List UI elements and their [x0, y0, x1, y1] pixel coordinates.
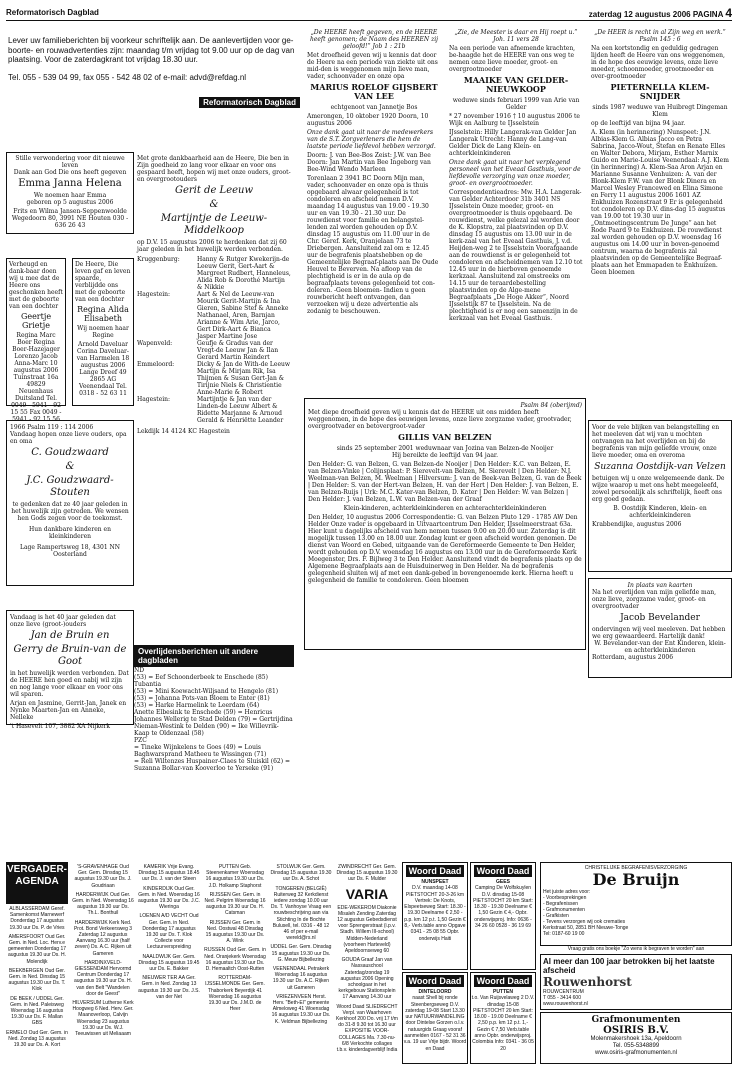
bruijn-logo: De Bruijn	[592, 870, 680, 889]
nieuwkoop-name: MAAIKE VAN GELDER-NIEUWKOOP	[463, 75, 569, 94]
wd-city: DINTELOORD	[418, 989, 452, 995]
agenda-item: HARDINXVELD-GIESSENDAM Hervormd Centrum Donderdag 17 augustus 19.30 uur Ds. H. van den Belt "Wandelen door de Geest"	[73, 959, 133, 997]
belzen-name: GILLIS VAN BELZEN	[398, 432, 492, 442]
osiris-name: OSIRIS B.V.	[603, 1025, 669, 1036]
emma-parents: Frits en Wilma Jansen-Seppenwoolde Wegedoorn 80, 3991 NE Houten 030 - 636 26 43	[11, 208, 129, 229]
goudzwaard-address: Lage Rampertsweg 18, 4301 NN Oosterland	[19, 544, 121, 558]
klem-age: op de leeftijd van bijna 94 jaar.	[591, 120, 686, 127]
regina-rest: Arnold Daveluar Corina Daveluar-van Harmelen 18 augustus 2006 Lange Dreef 49 2865 AG Veenendaal Tel. 0318 - 52 63 11	[76, 341, 130, 397]
vanlee-italic: Onze dank gaat uit naar de medewerkers van de S.T. Zorgverleners die hem de laatste periode liefdevol hebben verzorgd.	[307, 129, 436, 150]
belzen-kids: Klein-kinderen, achterkleinkinderen en achterachterkleinkinderen	[343, 505, 547, 512]
leeuw-place: Wapenveld:	[137, 340, 173, 347]
leeuw-place: Emmeloord:	[137, 361, 175, 368]
other-papers-line: (53) = Johanna Pots-van Bloem te Enter (81)	[134, 695, 270, 702]
goudzwaard-verse: Vandaag hopen onze lieve ouders, opa en oma	[10, 431, 127, 445]
bruijn-item: - Grafmonumenten	[543, 907, 585, 913]
vanlee-intro: Met droefheid geven wij u kennis dat door de Heere na een periode van ziekte uit ons mid-den is weggenomen mijn lieve man, vader, schoonvader en onze opa	[307, 52, 438, 80]
geertje-rest: Regina Marc Boer Regina Boer-Hazejager Lorenzo Jacob Anna-Marc 10 augustus 2006 Tuinstraat 16a 49829 Neuenhaus Duitsland Tel. 0049 - 5941 - 92 15 55 Fax 0049 - 5941 - 92 15 56	[10, 332, 62, 423]
bruijn-item: - Begrafenissen	[543, 901, 579, 907]
goudzwaard-thanks: Hun dankbare kinderen en kleinkinderen	[29, 526, 111, 540]
leeuw-name: Martijntje de Leeuw-Middelkoop	[160, 213, 268, 236]
bruijn-item: - Grafkisten	[543, 913, 569, 919]
agenda-item: KINDERDIJK Oud Ger. Gem. in Ned. Woensdag 16 augustus 19.30 uur Ds. J.C. Wieringa	[138, 885, 200, 911]
leeuw-place: Hagestein:	[137, 291, 171, 298]
emma-name: Emma Janna Helena	[18, 178, 122, 189]
belzen-verse: Psalm 84 (oberijmd)	[520, 402, 582, 409]
varia-heading: VARIA	[345, 885, 389, 902]
osiris-ad	[540, 1012, 732, 1064]
velzen-sign: B. Oostdijk Kinderen, klein- en achterkleinkinderen	[613, 505, 707, 519]
agenda-column	[336, 864, 398, 1056]
agenda-item: AMERSFOORT Oud Ger. Gem. in Ned. Loc. Herv.e gemeenten Donderdag 17 augustus 19.30 uur Ds. H. Molendijk	[7, 933, 67, 965]
agenda-item: HARDERWIJK Kerk Ned. Prot. Bond Verkeersweg 3 Zaterdag 12 augustus Aanvang 16.30 uur (half zeven) Ds. A.C. Rijken uit Gameren	[73, 919, 133, 957]
intro-ad-contact: Tel. 055 - 539 04 99, fax 055 - 542 48 02 of e-mail: advd@refdag.nl	[8, 72, 247, 82]
agenda-item: EDE-WEKEROM Diakonie Misaleh Zending Zaterdag 12 augustus Gebedsdienst voor Sprengerstraat (i.p.v. Stadh. Willem III-school) Midden-Nederland (voorheen Harteveld) Apeldoornseweg 60	[337, 904, 397, 955]
bevelander-intro: Na het overlijden van mijn geliefde man, onze lieve, zorgzame vader, groot- en overgrootvader	[592, 589, 717, 610]
bruin-intro: Vandaag is het 40 jaar geleden dat onze lieve (groot-)ouders	[10, 614, 116, 628]
leeuw-intro: Met grote dankbaarheid aan de Heere, Die ben in Zijn goedheid zo lang voor elkaar en voor ons gespaard heeft, hopen wij met onze ouders, groot- en overgrootouders	[137, 155, 291, 183]
agenda-item: VRIEZENVEEN Herst. Herv. "Beth-El" gemeente Almeloweg 41 Woensdag 16 augustus 19.30 uur Ds. K. Veldman Bijbellezing	[271, 993, 331, 1025]
other-papers-line: (53) = Eef Schoonderbeek te Enschede (85)	[134, 674, 268, 681]
birth-emma	[6, 152, 134, 234]
goudzwaard-name: J.C. Goudzwaard-Stouten	[26, 475, 114, 498]
agenda-column	[270, 864, 332, 1028]
osiris-addr: Molenmakershoek 13a, Apeldoorn	[590, 1036, 682, 1042]
bruijn-item: Kerkstraat 50, 2851 BH Nieuwe-Tonge	[543, 925, 629, 931]
woord-daad-ad	[470, 972, 536, 1064]
leeuw-name: &	[209, 199, 219, 210]
agenda-column	[204, 864, 266, 1015]
bruin-text: in het huwelijk werden verbonden. Dat de HEERE hen goed en nabij wil zijn en nog lange voor elkaar en voor ons wil sparen.	[10, 670, 129, 698]
agenda-item: VEENENDAAL Petrakerk Woensdag 16 augustus 19.30 uur Ds. A.C. Rijken uit Gameren	[272, 966, 330, 991]
leeuw-who: Hanny & Rutger Kwekerijn-de Leeuw Gerit, Gert-Aart & Margreet Rudbert, Hanneleus, Alida Rob & Dorothé Martijn & Nikkie	[197, 256, 291, 291]
agenda-item: ERMELO Oud Ger. Gem. in Ned. Zondag 13 augustus 19.30 uur Ds. A. Kort	[6, 1029, 68, 1049]
agenda-column	[72, 864, 134, 1040]
leeuw-text: op D.V. 15 augustus 2006 te herdenken dat zij 60 jaar geleden in het huwelijk werden verbonden.	[137, 239, 287, 253]
bruin-address: 't Hasevelt 107, 3882 XA Nijkerk	[10, 723, 111, 730]
rouwenhorst-name: Rouwenhorst	[543, 975, 632, 989]
wd-text: D.V. maandag 14-08 PIETSTOCHT 20-3-26 km Vertrek: De Knots, Elspeetseweg Start: 18.30 - 19.30 Deelname € 2,50 - p.p. km 12 p.t. 1,50 Gezin € 8,- Verb.table anno Opgave 0341 - 25 08 55 Opbr. onderwijs Haiti	[404, 885, 466, 942]
other-papers-title: Overlijdensberichten uit andere dagbladen	[134, 645, 294, 667]
anniversary-leeuw	[134, 152, 294, 636]
leeuw-who: Dicky & Jan de With-de Leeuw Martijn & Mirjam Rik, Isa Thijmen & Susan Gert-Jan & Tirijnie Niels & Christientie Anne-Marie & Robert	[197, 361, 290, 396]
wd-city: GEES	[496, 879, 510, 885]
rouwenhorst-tag: Al meer dan 100 jaar betrokken bij het laatste afscheid	[543, 957, 715, 975]
birth-geertje	[6, 258, 66, 423]
leeuw-place: Kruggenburg:	[137, 256, 180, 263]
death-van-lee	[304, 26, 444, 396]
refdag-logo: Reformatorisch Dagblad	[199, 97, 300, 108]
osiris-title: Grafmonumenten	[591, 1015, 681, 1025]
woord-daad-logo: Woord Daad	[474, 865, 533, 877]
birth-regina	[72, 258, 134, 406]
bruijn-item: Tel: 0187-60 19 00	[543, 931, 585, 937]
klem-name: PIETERNELLA KLEM-SNIJDER	[610, 82, 710, 101]
bruijn-item: - Tevens verzorgen wij ook crematies	[543, 919, 626, 925]
regina-name: Regina Alida Elisabeth	[77, 305, 129, 323]
agenda-item: TONGEREN (BELGIË) Ruiterweg 32 Kerkdienst iedere zondag 10.00 uur Ds. T. Vanhoyse Vraag een rouwbeschrijving aan via Stichting In de Bochte Bulusell, tel. 0316 - 48 12 46 of per e-mail wereld@rs.nl	[270, 885, 332, 942]
emma-call: We noemen haar Emma	[33, 192, 107, 199]
agenda-item: RIJSSEN Ger. Gem. in Ned. Pelgrim Woensdag 16 augustus 19.30 uur Ds. H. Catsman	[204, 891, 266, 917]
woord-daad-ad	[402, 972, 468, 1064]
bruijn-ad	[540, 862, 732, 946]
rouwenhorst-web: www.rouwenhorst.nl	[543, 1001, 588, 1007]
belzen-age: Hij bereikte de leeftijd van 94 jaar.	[391, 452, 499, 459]
emma-born: geboren op 5 augustus 2006	[26, 199, 114, 206]
bevelander-place: Rotterdam, augustus 2006	[592, 654, 674, 661]
woord-daad-logo: Woord Daad	[406, 975, 465, 987]
leeuw-who: Aart & Nel de Leeuw-van Mourik Gerit-Martijn & Ina Gieren, Sabine Stef & Anneke Nathanael, Aren, Barnjan Arianne & Wim Arie, Jarco, Gert Dirk-Aart & Bianca Jasper Martine Jose	[197, 291, 289, 340]
velzen-name: Suzanna Oostdijk-van Velzen	[594, 462, 726, 472]
vanlee-spouse: echtgenoot van Jannetje Bos	[330, 104, 418, 111]
belzen-intro: Met diepe droefheid geven wij u kennis dat de HEERE uit ons midden heeft weggenomen, in de hope des eeuwigen levens, onze lieve zorgzame vader, grootvader, overgrootvader en betovergroot-vader	[308, 409, 572, 430]
other-papers-line: Anette Elbesink te Enschede (59) = Henricus Johannes Wellerig te Stad Delden (79) = Gertrijdina Nieman-Westink te Delden (90) = Ike Willevrik-Kaap te Oldenzaal (58)	[134, 709, 293, 737]
osiris-web: www.osiris-grafmonumenten.nl	[594, 1050, 678, 1056]
belzen-family: Den Helder: G. van Belzen, G. van Belzen-de Nooijer | Den Helder: K.C. van Belzen, E. van Belzen-Vinke | Colijnsplaat: P. Sierevelt-van Belzen, M. Sierevelt | Den Helder: N.J. Weelman-van Belzen, M. Weelman | Hilversum: J. van de Beek-van Belzen, G. van de Beek | Den Helder: S. van der Hert-van Belzen, H. van der Hert | Den Helder: J. van Belzen, E. van Belzen-Ruijs | Urk: M.C. Kater-van Belzen, D. Kater | Den Helder: W. van Belzen | Den Helder: J. van Belzen, L.W. van Belzen-van der Graaf	[308, 461, 582, 503]
leeuw-who: Geufje & Gradus van der Vregt-de Leeuw Jan & Ilan Gerard Martin Reindert	[197, 340, 279, 361]
thanks-velzen	[588, 420, 732, 572]
vanlee-rest: Torenlaan 2 3941 BC Doorn Mijn man, vader, schoonvader en onze opa is thuis opgebaard alwaar gelegenheid is tot condoleren en afscheid nemen D.V. maandag 14 augustus van 19.00 - 19.30 uur en van 19.30 - 21.30 uur. De rouwdienst voor familie en belangstel-lenden zal worden gehouden op D.V. dinsdag 15 augustus om 11.00 uur in de Chr. Geref. Kerk, Oranjelaan 73 te Driebergen. Aansluitend zal om ± 12.45 uur de begrafenis plaatshebben op de Gemeentelijke Begraaf-plaats aan De Oude Heuvel te Beverven. Na afloop van de plechtigheid is er in de aula op de begraafplaats tevens gelegenheid tot con-doleren. -Geen bloemen- Indien u geen rouwbericht heeft ontvangen, dan verzoeken wij u deze advertentie als zodanig te beschouwen.	[307, 175, 439, 315]
leeuw-address: Lekdijk 14 4124 KC Hagestein	[137, 428, 230, 435]
death-klem	[588, 26, 732, 396]
death-belzen	[304, 398, 586, 650]
agenda-item: LOENEN A/D VECHT Oud Ger. Gem. in Ned. Donderdag 17 augustus 19.30 uur Ds. T. Klok Collecte voor Lectuurverspreiding	[139, 913, 199, 951]
bruin-kids: Arjan en Jasmine, Gerrit-Jan, Janek en Nynke Maarten-Jan en Anneke, Nelleke	[10, 700, 127, 721]
goudzwaard-name: C. Goudzwaard	[31, 447, 109, 458]
anniversary-goudzwaard	[6, 420, 134, 586]
agenda-item: BEEKBERGEN Oud Ger. Gem. in Ned. Dinsdag 15 augustus 19.30 uur Ds. T. Klok	[8, 967, 66, 993]
vanlee-name: MARIUS ROELOF GIJSBERT VAN LEE	[310, 82, 438, 101]
wd-text: Camping De Wolfskuylen D.V. dinsdag 15-08 PIETSTOCHT 20 km Start: 18.30 - 19.30 Deelname € 1,50 Gezin € 4,- Opbr. onderwijsproj. Info: 0636 - 34 26 60 0528 - 36 19 69	[473, 885, 533, 930]
death-nieuwkoop	[446, 26, 586, 396]
nieuwkoop-verse: „Zie, de Meester is daar en Hij roept u.” Joh. 11 vers 28	[454, 29, 578, 43]
wd-text: t.o. Van Ruijsvelaweg 2 D.V. dinsdag 15-08 PIETSTOCHT 20 km Start: 18.00 - 19.00 Deelname € 2,50 p.p. km 12 p.t. 1,- Gezin € 7,50 Verb.table anno Opbr. onderwijsproj. Colombia Info: 0341 - 36 05 20	[471, 995, 535, 1052]
goudzwaard-name: &	[65, 461, 75, 472]
regina-intro: De Heere, Die leven gaf en leven spaarde, verblijdde ons met de geboorte van een dochter	[75, 261, 131, 303]
agenda-item: STOLWIJK Ger. Gem. Dinsdag 15 augustus 19.30 uur Ds. A. Schot	[270, 864, 332, 883]
rouwenhorst-phone: T 055 - 3414 600	[543, 995, 581, 1001]
agenda-item: HILVERSUM Lutherse Kerk Hoogweg 6 Ned. Herv. Ger. Maanoverloop, Calvijn Woensdag 23 augustus 19.30 uur Ds. W.J. Teeuwissen uit Meliaaam	[72, 1000, 134, 1038]
emma-line: Dank aan God Die ons heeft gegeven	[13, 169, 127, 176]
bruin-name: Jan de Bruin en	[30, 630, 110, 641]
klem-intro: Na een kortstondig en geduldig gedragen lijden heeft de Heere van ons weggenomen, in de hope des eeuwige levens, onze lieve moeder, schoonmoeder, grootmoeder en over-grootmoeder	[591, 45, 725, 80]
belzen-spouse: sinds 25 september 2001 weduwnaar van Jozina van Belzen-de Nooijer	[336, 445, 554, 452]
intro-ad-text: Lever uw familieberichten bij voorkeur schriftelijk aan. De aanlevertijden voor ge-boorte- en rouwadvertenties zijn: maandag t/m vrijdag tot 9.00 uur op de dag van plaatsing. Voor de zaterdagkrant tot vrijdag 18.30 uur.	[8, 36, 295, 64]
other-papers-line: = Tineke Wijnkelens te Goes (49) = Louis Baghwarsprand Matheeu te Wissingen (71)	[134, 744, 267, 758]
leeuw-place: Hagestein:	[137, 396, 171, 403]
belzen-rest: Den Helder, 10 augustus 2006 Correspondentie: G. van Belzen Pluto 129 - 1785 AW Den Helder Onze vader is opgebaard in Uitvaartcentrum Den Helder, IJsselmeerstraat 63a. Hier kunt u dagelijks afscheid van hem nemen tussen 9.00 en 20.00 uur. Zaterdag is dit mogelijk tussen 13.00 en 18.00 uur. Zondag kunt er geen afscheid worden genomen. De dienst van Woord en Gebed, uitgaande van de Gereformeerde Gemeente te Den Helder, wordt gehouden op D.V. woensdag 16 augustus om 13.00 uur in de Gereformeerde Kerk Moegenster, Drs. F. Bijlweg 3 te Den Helder. Aansluitend vindt de begrafenis plaats op de Algemene Begraafplaats aan de Huisduinerweg in Den Helder. Na de begrafenis gelegenheid sluiten wij af met een dank-gebed in bovengenoemde kerk. Hierna heeft u gelegenheid de familie te condoleren. Geen bloemen	[308, 514, 582, 584]
nieuwkoop-rest: Correspondentieadres: Mw. H.A. Langerak-van Gelder Achterdoor 31b 3401 NS IJsselstein Onze moeder, groot- en overgrootmoeder is thuis opgebaard. De rouwdienst, welke gelezal zal worden door de K. Klopstra, zal plaatsvinden op D.V. dinsdag 15 augustus om 13.00 uur in de kerk-zaal van het Eveaal Gasthuis, J. v.d. Heijden-weg 2 te IJsselstein Voorafgaande aan de rouwdienst is er gelegenheid tot condoleren en afscheidnemen van 12.10 tot 12.45 uur in de hierboven genoemde kerkzaal. Aansluitend zal omstreeks om 14.15 uur de teraardebestelling plaatsvinden op de Alge-mene Begraafplaats „De Hoge Akker”, Noord IJsselstijk 87 te IJsselstein. Na de plechtigheid is er nog een samenzijn in de kerkzaal van het Eveaal Gasthuis.	[449, 189, 583, 322]
leeuw-who: Martijntje & Jan van der Linden-de Leeuw Albert & Ridette Marjanne & Arnoud Gerald & Henriëtte Leander	[197, 396, 284, 424]
other-papers	[134, 645, 294, 863]
woord-daad-ad	[470, 862, 536, 970]
agenda-item: GOUDA Graaf Jan van Nassauschool Zaterdag/zondag 19 augustus 2006 Opening schoolgaar in het kerkgebouw Stationsplein 17 Aanvang 14.30 uur	[338, 957, 396, 1001]
other-papers-line: PZC	[134, 737, 147, 744]
nieuwkoop-spouse: weduwe sinds februari 1999 van Arie van Gelder	[452, 97, 580, 111]
emma-line: Stille verwondering voor dit nieuwe leven	[15, 155, 125, 169]
bevelander-sign: W. Bevelander-van der Ent Kinderen, klein- en achterkleinkinderen	[594, 640, 726, 654]
agenda-item: 'S-GRAVENHAGE Oud Ger. Gem. Dinsdag 15 augustus 19.30 uur Ds. J. Goudriaan	[74, 864, 132, 889]
vanlee-family: Doorn: J. van Bee-Bos Zeist: J.W. van Bee Doorn: Jan Martin van Bee Ingeborg van Bee-Wind Wendo Marleen	[307, 152, 431, 173]
other-papers-line: ND	[134, 667, 145, 674]
bruijn-note: Vraag gratis ons boekje "Zo wens ik begraven te worden" aan	[567, 946, 705, 952]
agenda-item: RIJSSEN Oud Ger. Gem. in Ned. Oranjekerk Woensdag 16 augustus 19.30 uur Ds. D. Hemaaltch Oost-Rutten	[204, 947, 266, 973]
wd-city: PUTTEN	[493, 989, 513, 995]
agenda-item: ALBLASSERDAM Geref. Samenkomst Marnewerf Donderdag 17 augustus 19.30 uur Ds. P. de Vries	[9, 906, 65, 931]
velzen-text: betuigen wij u onze welgemeende dank. De wijze waarop u met ons hebt meegeleefd, zowel persoonlijk als schriftelijk, heeft ons erg goed gedaan.	[592, 475, 725, 503]
agenda-item: UDDEL Ger. Gem. Dinsdag 15 augustus 19.30 uur Ds. G. Meuw Bijbellezing	[270, 944, 332, 963]
vanlee-verse: „De HEERE heeft gegeven, en de HEERE heeft genomen; de Naam des HEEREN zij geloofd!” Job 1 : 21b	[309, 29, 439, 50]
nieuwkoop-born: * 27 november 1916 † 10 augustus 2006 te Wijk en Aalburg te IJsselstein	[449, 113, 580, 127]
osiris-tel: Tel. 055-5348899	[612, 1043, 660, 1049]
goudzwaard-head: 1966 Psalm 119 : 114 2006	[10, 424, 94, 431]
nieuwkoop-family: IJsselstein: Hilly Langerak-van Gelder Jan Langerak Utrecht: Hanny de Lang-van Gelder Dick de Lang Klein- en achterkleinkinderen	[449, 129, 577, 157]
nieuwkoop-intro: Na een periode van afnemende krachten, be-haagde het de HEERE van ons weg te nemen onze lieve moeder, groot- en overgrootmoeder	[449, 45, 576, 73]
woord-daad-logo: Woord Daad	[474, 975, 533, 987]
agenda-column	[138, 864, 200, 1003]
agenda-item: ROTTERDAM-IJSSELMONDE Ger. Gem. Thaborkerk Beyerdijk 41 Woensdag 16 augustus 19.30 uur Ds. J.M.D. de Heer	[205, 975, 265, 1013]
agenda-item: KAMERIK Vrije Evang. Dinsdag 15 augustus 18.45 uur Ds. J. van der Steen	[138, 864, 200, 883]
intro-ad	[6, 26, 302, 126]
page-date: zaterdag 12 augustus 2006 PAGINA 4	[588, 6, 732, 20]
agenda-column	[6, 906, 68, 1051]
wd-text: naast Shell bij ronde Steenbergseweg D.V. zaterdag 19-08 Start 13.30 uur NATUURWANDELING door Dintelse Gorzen o.l.v. natuurgids Graag vooraf aanmelden 0167 - 52 31 36 v.a. 19 uur Vrije bijdr. Woord en Daad	[403, 995, 467, 1052]
page-header	[6, 8, 732, 21]
woord-daad-logo: Woord Daad	[406, 865, 465, 877]
agenda-item: Woord Daad SLIEDRECHT Verpl. van Waarhoven Kerkhoof 200 Do. vrij 17 t/m do 31-8 9.30 tot 16.30 uur EXPOSITIE VOOR-COLLAGES Ma. 7.30-nu-6/8 Verkochte collages t.b.v. kinderdagverblijf India	[336, 1003, 398, 1054]
other-papers-line: = Reli Wiltenzes Huspainer-Claes te Sluiskil (62) = Suzanna Bollar-van Kooverloo te Yerseke (91)	[134, 758, 291, 772]
woord-daad-ad	[402, 862, 468, 970]
leeuw-family	[137, 256, 291, 424]
bruijn-item: Het juiste adres voor:	[543, 889, 591, 895]
vanlee-born: Amerongen, 10 oktober 1920 Doorn, 10 augustus 2006	[307, 113, 429, 127]
paper-name: Reformatorisch Dagblad	[6, 8, 99, 17]
goudzwaard-text: te gedenken dat ze 40 jaar geleden in het huwelijk zijn getreden. We wensen hen Gods zegen voor de toekomst.	[11, 501, 129, 522]
bruijn-item: - Voorbesprekingen	[543, 895, 587, 901]
agenda-item: DE BEEK / UDDEL Ger. Gem. in Ned. Paleisweg Woensdag 16 augustus 19.30 uur Ds. F. Mallan GBS	[10, 995, 64, 1027]
agenda-item: PUTTEN Geb. Steenenkamer Woensdag 16 augustus 19.30 uur Ds. J.D. Holkamp Staphorst	[205, 864, 265, 889]
regina-call: Wij noemen haar Regine	[77, 325, 129, 339]
bruijn-top: CHRISTELIJKE BEGRAFENISVERZORGING	[584, 865, 688, 871]
klem-rest: A. Klem (in herinnering) Nunspeet: J.N. Albias-Klem G. Albias Jacco en Petra Sabrina, Jacco-Wout, Stefan en Renate Elles en Walter Debora, Mirjam, Esther Marnix Guido en Marie-Louise Veenendaal: A.J. Klem (in herinnering) A. Klem-Saa Aron Arjan en Marianne Susanne Venhuizen: A. van der Blonk-Klem F.W. van der Blonk Dinera en Marcel Wesley Francewed en Elina Simone en Ferry 11 augustus 2006 1601 AZ Enkhuizen Rozenstraat 9 Er is gelegenheid tot condoleren op D.V. dins-dag 15 augustus van 19.00 tot 19.30 uur in „Ontmoetingscentrum De Junge” aan het Rode Paard 9 te Enkhuizen. De rouwdienst zal worden gehouden op D.V. woensdag 16 augustus om 14.00 uur in boven-genoemd centrum, waarna de begrafenis zal plaatsvinden op de Gemeentelijke Begraaf-plaats aan het Emmapaden te Enkhuizen. Geen bloemen	[591, 129, 729, 276]
other-papers-line: Tubantia	[134, 681, 162, 688]
rouwenhorst-sub: ROUWCENTRUM	[543, 989, 584, 995]
wd-city: NUNSPEET	[421, 879, 449, 885]
geertje-intro: Verheugd en dank-baar doen wij u mee dat de Heere ons geschonken heeft met de geboorte van een dochter	[9, 261, 63, 310]
other-papers-line: (53) = Mini Koewacht-Wiljsand te Hengelo (81)	[134, 688, 279, 695]
velzen-intro: Voor de vele blijken van belangstelling en het meeleven dat wij van u mochten ontvangen na het overlijden en bij de begrafenis van mijn geliefde vrouw, onze lieve moeder, oma en overoma	[592, 424, 720, 459]
bevelander-name: Jacob Bevelander	[620, 613, 700, 623]
agenda-item: ZWINDRECHT Ger. Gem. Dinsdag 15 augustus 19.30 uur Ds. F. Mulder	[336, 864, 398, 883]
other-papers-line: (53) = Harke Harmelink te Leerdam (64)	[134, 702, 260, 709]
geertje-name: Geertje Grietje	[20, 312, 52, 330]
bevelander-text: ondervingen wij veel meeleven. Dat hebben we erg gewaardeerd. Hartelijk dank!	[592, 626, 726, 640]
agenda-item: NAALDWIJK Ger. Gem. Dinsdag 15 augustus 19.45 uur Ds. E. Bakker	[138, 953, 200, 973]
agenda-item: HARDERWIJK Oud Ger. Gem. in Ned. Woensdag 16 augustus 19.30 uur Ds. Th.L. Bonthuil	[72, 891, 134, 917]
agenda-title: VERGADER-AGENDA	[6, 862, 68, 904]
leeuw-name: Gerit de Leeuw	[174, 185, 254, 196]
velzen-place: Krabbendijke, augustus 2006	[592, 521, 682, 528]
thanks-bevelander	[588, 578, 732, 678]
klem-verse: „De HEER is recht in al Zijn weg en werk.” Psalm 145 : 6	[594, 29, 726, 43]
anniversary-bruin	[6, 610, 134, 730]
klem-spouse: sinds 1987 weduwe van Huibregt Dingeman Klem	[592, 104, 728, 118]
rouwenhorst-ad	[540, 954, 732, 1010]
bevelander-caption: In plaats van kaarten	[627, 582, 693, 589]
agenda-item: RIJSSEN Ger. Gem. in Ned. Oostwal 48 Dinsdag 15 augustus 19.30 uur Ds. A. Wink	[205, 919, 265, 945]
bruin-name: Gerry de Bruin-van de Goot	[13, 644, 127, 667]
nieuwkoop-italic: Onze dank gaat uit naar het verplegend personeel van het Eveaal Gasthuis, voor de liefdevolle verzorging van onze moeder, groot- en overgrootmoeder.	[449, 159, 581, 187]
agenda-item: NIEUWER TER AA Ger. Gem. in Ned. Zondag 13 augustus 19.30 uur Ds. J.S. van der Net	[138, 975, 200, 1000]
